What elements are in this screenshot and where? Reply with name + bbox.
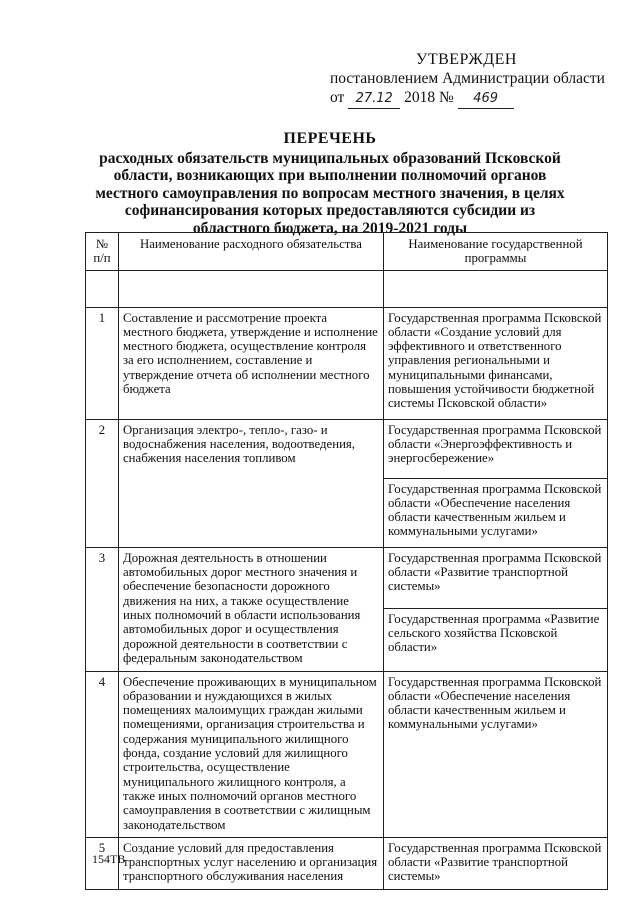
row-num: 1 xyxy=(86,307,119,419)
table-row xyxy=(86,837,608,889)
approval-resolution-line: постановлением Администрации области xyxy=(330,70,605,87)
handwritten-date: 27.12 xyxy=(348,89,400,109)
row-program: Государственная программа Псковской области «Энергоэффективность и энергосбережение» xyxy=(384,419,608,478)
table-row xyxy=(86,671,608,837)
approval-date-line xyxy=(330,88,620,109)
row-obligation: Обеспечение проживающих в муниципальном образовании и нуждающихся в жилых помещениях малоимущих граждан жилыми помещениями, организация строительства и содержания муниципального жилищного фонда, создание условий для жилищного строительства, осуществление муниципального жилищного контроля, а также иных полномочий органов местного самоуправления в соответствии с жилищным законодательством xyxy=(119,671,384,837)
table-row xyxy=(86,419,608,478)
row-obligation: Дорожная деятельность в отношении автомобильных дорог местного значения и обеспечение безопасности дорожного движения на них, а также осуществление иных полномочий в области использования автомобильных дорог и осуществления дорожной деятельности в соответствии с федеральным законодательством xyxy=(119,547,384,671)
year-label: 2018 № xyxy=(404,89,454,106)
table-row xyxy=(86,547,608,608)
row-program: Государственная программа «Развитие сельского хозяйства Псковской области» xyxy=(384,608,608,671)
row-num: 3 xyxy=(86,547,119,671)
row-program: Государственная программа Псковской области «Развитие транспортной системы» xyxy=(384,837,608,889)
approval-block xyxy=(330,50,620,109)
title-main: ПЕРЕЧЕНЬ xyxy=(283,130,377,147)
header-program: Наименование государственной программы xyxy=(384,233,608,271)
row-program: Государственная программа Псковской области «Создание условий для эффективного и ответственного управления региональными и муниципальными финансами, повышения устойчивости бюджетной системы Псковской области» xyxy=(384,307,608,419)
row-program: Государственная программа Псковской области «Обеспечение населения области качественным жильем и коммунальными услугами» xyxy=(384,671,608,837)
row-program: Государственная программа Псковской области «Развитие транспортной системы» xyxy=(384,547,608,608)
row-num: 2 xyxy=(86,419,119,547)
row-obligation: Создание условий для предоставления транспортных услуг населению и организация транспортного обслуживания населения xyxy=(119,837,384,889)
table-spacer-row xyxy=(86,270,608,307)
document-code: 154ТВ xyxy=(92,852,126,866)
table-header-row xyxy=(86,233,608,271)
row-obligation: Составление и рассмотрение проекта местного бюджета, утверждение и исполнение местного бюджета, осуществление контроля за его исполнением, составление и утверждение отчета об исполнении местного бюджета xyxy=(119,307,384,419)
obligations-table xyxy=(85,232,608,890)
title-subtitle: расходных обязательств муниципальных образований Псковской области, возникающих при выполнении полномочий органов местного самоуправления по вопросам местного значения, в целях софинансирования которых предоставляются субсидии из областного бюджета, на 2019-2021 годы xyxy=(95,149,565,237)
table-row xyxy=(86,307,608,419)
handwritten-number: 469 xyxy=(458,89,514,109)
row-program: Государственная программа Псковской области «Обеспечение населения области качественным жильем и коммунальными услугами» xyxy=(384,478,608,547)
row-num: 4 xyxy=(86,671,119,837)
header-num: № п/п xyxy=(86,233,119,271)
date-prefix: от xyxy=(330,89,345,106)
row-num: 5 xyxy=(86,837,119,889)
approval-heading: УТВЕРЖДЕН xyxy=(416,51,517,68)
document-title xyxy=(95,130,565,237)
row-obligation: Организация электро-, тепло-, газо- и водоснабжения населения, водоотведения, снабжения населения топливом xyxy=(119,419,384,547)
header-obligation: Наименование расходного обязательства xyxy=(119,233,384,271)
